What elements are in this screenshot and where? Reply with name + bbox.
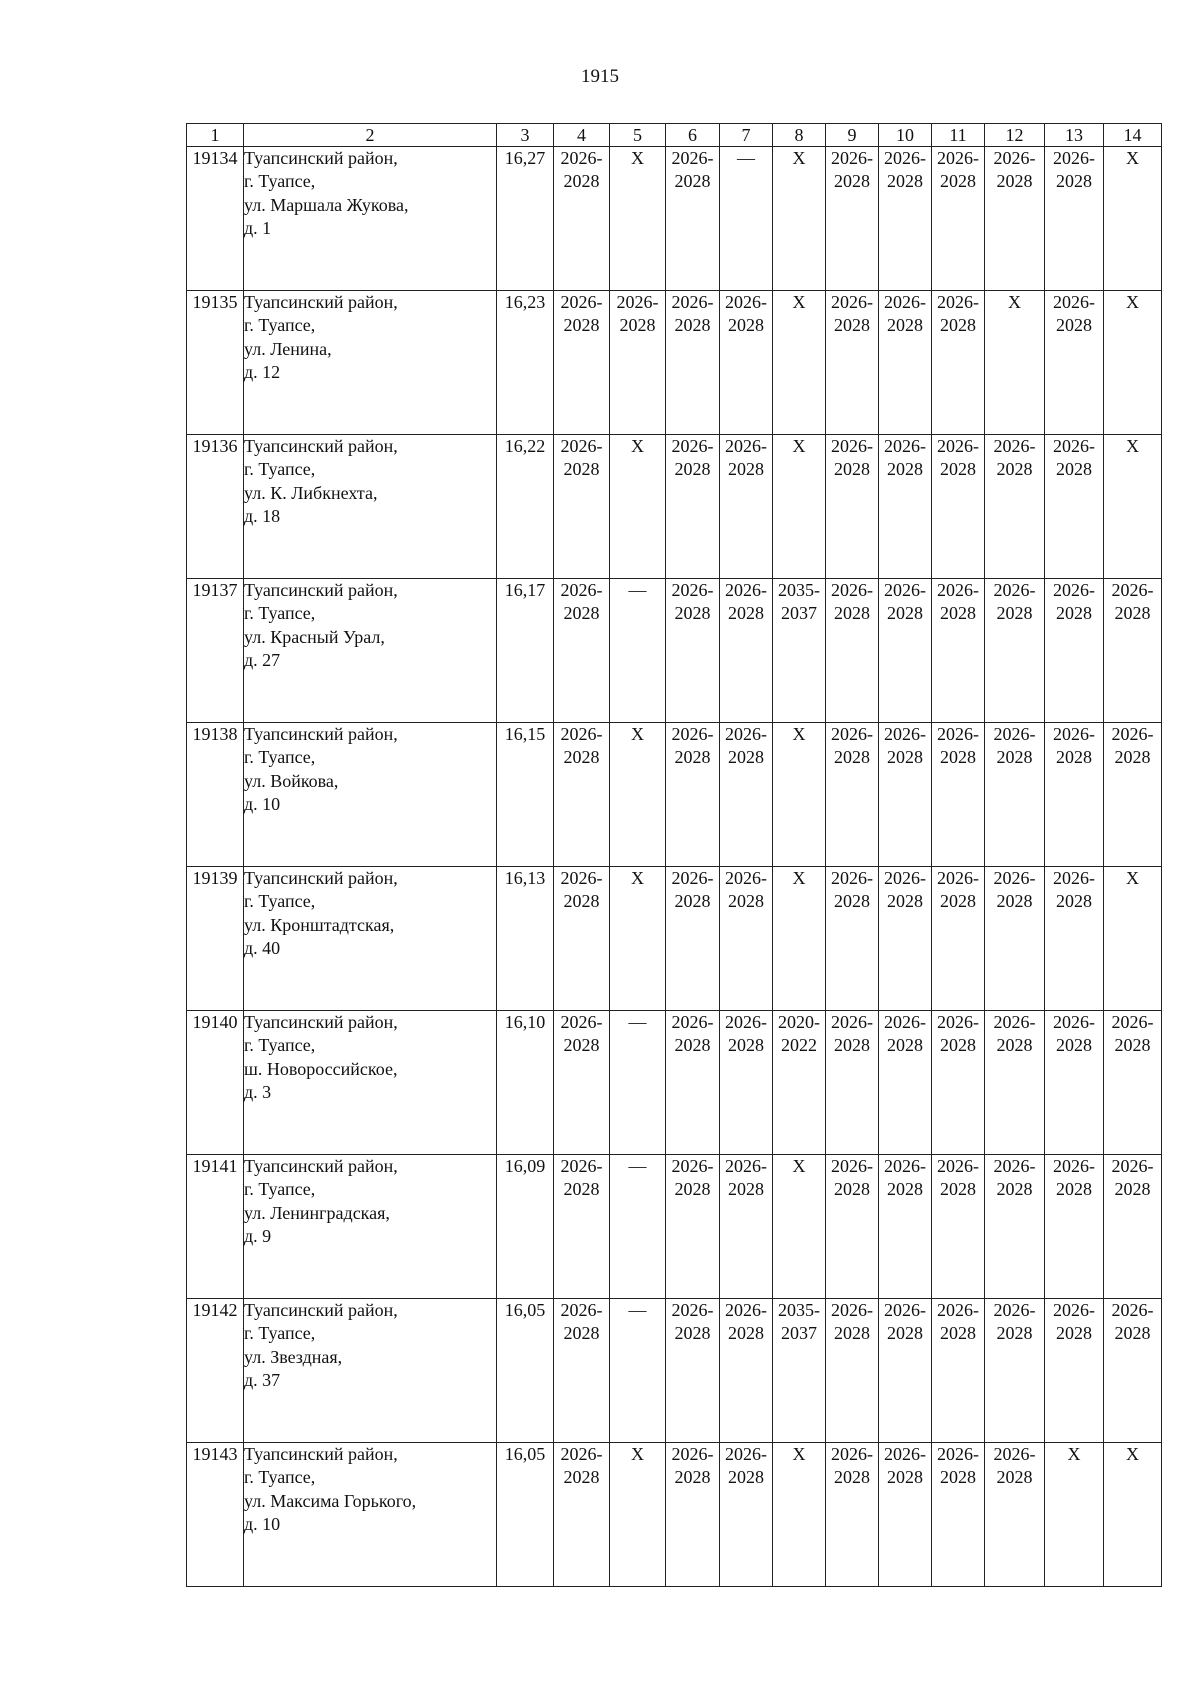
- period-cell-col-9: 2026- 2028: [826, 1011, 879, 1155]
- period-cell-col-6: 2026- 2028: [666, 579, 720, 723]
- period-cell-col-13: 2026- 2028: [1045, 867, 1104, 1011]
- column-header-4: 4: [554, 124, 610, 147]
- period-cell-col-8: Х: [773, 1443, 826, 1587]
- period-cell-col-8: Х: [773, 723, 826, 867]
- address-line: ул. К. Либкнехта,: [244, 482, 378, 503]
- period-cell-col-13: 2026- 2028: [1045, 723, 1104, 867]
- period-cell-col-9: 2026- 2028: [826, 579, 879, 723]
- period-cell-col-7: 2026- 2028: [720, 291, 773, 435]
- period-cell-col-9: 2026- 2028: [826, 867, 879, 1011]
- address-line: Туапсинский район,: [244, 292, 398, 312]
- period-cell-col-8: 2020- 2022: [773, 1011, 826, 1155]
- table-row: [187, 435, 1162, 579]
- area-cell: 16,15: [497, 723, 554, 867]
- period-cell-col-11: 2026- 2028: [932, 723, 985, 867]
- row-number: 19140: [187, 1011, 244, 1155]
- column-header-8: 8: [773, 124, 826, 147]
- period-cell-col-12: 2026- 2028: [985, 867, 1045, 1011]
- period-cell-col-12: 2026- 2028: [985, 435, 1045, 579]
- period-cell-col-11: 2026- 2028: [932, 435, 985, 579]
- column-header-12: 12: [985, 124, 1045, 147]
- period-cell-col-7: 2026- 2028: [720, 1443, 773, 1587]
- period-cell-col-6: 2026- 2028: [666, 1443, 720, 1587]
- address-cell: [244, 723, 497, 867]
- area-cell: 16,05: [497, 1443, 554, 1587]
- address-line: д. 40: [244, 938, 281, 959]
- address-line: Туапсинский район,: [244, 148, 398, 168]
- address-line: д. 27: [244, 650, 281, 671]
- address-cell: [244, 147, 497, 291]
- address-line: д. 18: [244, 506, 281, 527]
- period-cell-col-10: 2026- 2028: [879, 435, 932, 579]
- period-cell-col-14: Х: [1104, 147, 1162, 291]
- address-line: Туапсинский район,: [244, 1444, 398, 1464]
- period-cell-col-7: 2026- 2028: [720, 1011, 773, 1155]
- area-cell: 16,10: [497, 1011, 554, 1155]
- address-line: Туапсинский район,: [244, 1300, 398, 1320]
- period-cell-col-7: 2026- 2028: [720, 435, 773, 579]
- period-cell-col-5: 2026- 2028: [610, 291, 666, 435]
- period-cell-col-11: 2026- 2028: [932, 867, 985, 1011]
- table-row: [187, 867, 1162, 1011]
- period-cell-col-4: 2026- 2028: [554, 147, 610, 291]
- column-header-9: 9: [826, 124, 879, 147]
- address-line: д. 12: [244, 362, 281, 383]
- period-cell-col-6: 2026- 2028: [666, 291, 720, 435]
- area-cell: 16,09: [497, 1155, 554, 1299]
- period-cell-col-11: 2026- 2028: [932, 1011, 985, 1155]
- period-cell-col-9: 2026- 2028: [826, 1443, 879, 1587]
- area-cell: 16,27: [497, 147, 554, 291]
- table-row: [187, 1155, 1162, 1299]
- table-row: [187, 147, 1162, 291]
- period-cell-col-5: Х: [610, 867, 666, 1011]
- period-cell-col-12: 2026- 2028: [985, 1155, 1045, 1299]
- row-number: 19139: [187, 867, 244, 1011]
- address-line: г. Туапсе,: [244, 603, 316, 624]
- table-row: [187, 723, 1162, 867]
- period-cell-col-4: 2026- 2028: [554, 1155, 610, 1299]
- period-cell-col-12: 2026- 2028: [985, 579, 1045, 723]
- address-cell: [244, 1443, 497, 1587]
- row-number: 19138: [187, 723, 244, 867]
- area-cell: 16,22: [497, 435, 554, 579]
- period-cell-col-10: 2026- 2028: [879, 1299, 932, 1443]
- period-cell-col-13: 2026- 2028: [1045, 291, 1104, 435]
- period-cell-col-5: —: [610, 579, 666, 723]
- address-line: Туапсинский район,: [244, 868, 398, 888]
- address-line: г. Туапсе,: [244, 891, 316, 912]
- period-cell-col-13: 2026- 2028: [1045, 579, 1104, 723]
- period-cell-col-14: 2026- 2028: [1104, 723, 1162, 867]
- area-cell: 16,05: [497, 1299, 554, 1443]
- address-line: ул. Кронштадтская,: [244, 914, 395, 935]
- table-row: [187, 291, 1162, 435]
- period-cell-col-14: 2026- 2028: [1104, 1011, 1162, 1155]
- period-cell-col-14: 2026- 2028: [1104, 1299, 1162, 1443]
- period-cell-col-7: —: [720, 147, 773, 291]
- row-number: 19143: [187, 1443, 244, 1587]
- period-cell-col-4: 2026- 2028: [554, 435, 610, 579]
- period-cell-col-6: 2026- 2028: [666, 147, 720, 291]
- period-cell-col-6: 2026- 2028: [666, 1299, 720, 1443]
- period-cell-col-7: 2026- 2028: [720, 867, 773, 1011]
- address-line: г. Туапсе,: [244, 1323, 316, 1344]
- period-cell-col-11: 2026- 2028: [932, 1299, 985, 1443]
- period-cell-col-6: 2026- 2028: [666, 1011, 720, 1155]
- column-header-14: 14: [1104, 124, 1162, 147]
- period-cell-col-4: 2026- 2028: [554, 723, 610, 867]
- row-number: 19137: [187, 579, 244, 723]
- address-line: д. 10: [244, 1514, 281, 1535]
- address-line: ул. Войкова,: [244, 770, 339, 791]
- period-cell-col-5: Х: [610, 1443, 666, 1587]
- address-line: Туапсинский район,: [244, 724, 398, 744]
- period-cell-col-8: Х: [773, 867, 826, 1011]
- address-line: Туапсинский район,: [244, 436, 398, 456]
- row-number: 19135: [187, 291, 244, 435]
- period-cell-col-12: Х: [985, 291, 1045, 435]
- address-line: ул. Звездная,: [244, 1346, 343, 1367]
- period-cell-col-14: Х: [1104, 291, 1162, 435]
- address-cell: [244, 435, 497, 579]
- address-line: Туапсинский район,: [244, 1156, 398, 1176]
- table-row: [187, 1011, 1162, 1155]
- period-cell-col-14: 2026- 2028: [1104, 579, 1162, 723]
- table-body: [187, 147, 1162, 1587]
- period-cell-col-6: 2026- 2028: [666, 723, 720, 867]
- period-cell-col-13: 2026- 2028: [1045, 435, 1104, 579]
- area-cell: 16,13: [497, 867, 554, 1011]
- table-row: [187, 1299, 1162, 1443]
- period-cell-col-8: 2035- 2037: [773, 579, 826, 723]
- address-cell: [244, 579, 497, 723]
- address-cell: [244, 1299, 497, 1443]
- address-cell: [244, 1011, 497, 1155]
- address-line: г. Туапсе,: [244, 459, 316, 480]
- period-cell-col-12: 2026- 2028: [985, 147, 1045, 291]
- period-cell-col-5: —: [610, 1155, 666, 1299]
- period-cell-col-9: 2026- 2028: [826, 1155, 879, 1299]
- period-cell-col-9: 2026- 2028: [826, 435, 879, 579]
- address-line: ул. Ленина,: [244, 338, 332, 359]
- period-cell-col-9: 2026- 2028: [826, 723, 879, 867]
- housing-table: [186, 123, 1162, 1587]
- period-cell-col-14: Х: [1104, 867, 1162, 1011]
- period-cell-col-4: 2026- 2028: [554, 1011, 610, 1155]
- column-header-6: 6: [666, 124, 720, 147]
- address-line: г. Туапсе,: [244, 1179, 316, 1200]
- address-line: г. Туапсе,: [244, 1467, 316, 1488]
- period-cell-col-5: Х: [610, 147, 666, 291]
- address-cell: [244, 1155, 497, 1299]
- period-cell-col-10: 2026- 2028: [879, 867, 932, 1011]
- address-line: ул. Максима Горького,: [244, 1490, 417, 1511]
- period-cell-col-12: 2026- 2028: [985, 1299, 1045, 1443]
- column-header-2: 2: [244, 124, 497, 147]
- period-cell-col-10: 2026- 2028: [879, 723, 932, 867]
- row-number: 19141: [187, 1155, 244, 1299]
- address-line: Туапсинский район,: [244, 580, 398, 600]
- period-cell-col-14: Х: [1104, 1443, 1162, 1587]
- period-cell-col-11: 2026- 2028: [932, 291, 985, 435]
- period-cell-col-8: 2035- 2037: [773, 1299, 826, 1443]
- period-cell-col-10: 2026- 2028: [879, 1443, 932, 1587]
- period-cell-col-10: 2026- 2028: [879, 1011, 932, 1155]
- period-cell-col-8: Х: [773, 435, 826, 579]
- period-cell-col-8: Х: [773, 147, 826, 291]
- header-row: [187, 124, 1162, 147]
- period-cell-col-6: 2026- 2028: [666, 1155, 720, 1299]
- column-header-11: 11: [932, 124, 985, 147]
- period-cell-col-10: 2026- 2028: [879, 1155, 932, 1299]
- row-number: 19136: [187, 435, 244, 579]
- row-number: 19142: [187, 1299, 244, 1443]
- address-line: д. 9: [244, 1226, 272, 1247]
- period-cell-col-11: 2026- 2028: [932, 1443, 985, 1587]
- column-header-10: 10: [879, 124, 932, 147]
- table-row: [187, 1443, 1162, 1587]
- address-line: г. Туапсе,: [244, 315, 316, 336]
- period-cell-col-7: 2026- 2028: [720, 1299, 773, 1443]
- area-cell: 16,17: [497, 579, 554, 723]
- period-cell-col-13: 2026- 2028: [1045, 147, 1104, 291]
- period-cell-col-10: 2026- 2028: [879, 147, 932, 291]
- period-cell-col-12: 2026- 2028: [985, 1011, 1045, 1155]
- period-cell-col-6: 2026- 2028: [666, 867, 720, 1011]
- address-line: г. Туапсе,: [244, 171, 316, 192]
- period-cell-col-11: 2026- 2028: [932, 147, 985, 291]
- period-cell-col-11: 2026- 2028: [932, 1155, 985, 1299]
- column-header-7: 7: [720, 124, 773, 147]
- period-cell-col-4: 2026- 2028: [554, 1443, 610, 1587]
- page-number: 1915: [581, 66, 619, 87]
- period-cell-col-5: —: [610, 1011, 666, 1155]
- period-cell-col-13: Х: [1045, 1443, 1104, 1587]
- period-cell-col-12: 2026- 2028: [985, 723, 1045, 867]
- period-cell-col-11: 2026- 2028: [932, 579, 985, 723]
- period-cell-col-4: 2026- 2028: [554, 579, 610, 723]
- address-line: ш. Новороссийское,: [244, 1058, 398, 1079]
- address-line: г. Туапсе,: [244, 1035, 316, 1056]
- period-cell-col-13: 2026- 2028: [1045, 1299, 1104, 1443]
- period-cell-col-9: 2026- 2028: [826, 1299, 879, 1443]
- period-cell-col-6: 2026- 2028: [666, 435, 720, 579]
- period-cell-col-7: 2026- 2028: [720, 1155, 773, 1299]
- period-cell-col-14: 2026- 2028: [1104, 1155, 1162, 1299]
- column-header-1: 1: [187, 124, 244, 147]
- column-header-13: 13: [1045, 124, 1104, 147]
- address-line: д. 1: [244, 218, 272, 239]
- period-cell-col-4: 2026- 2028: [554, 867, 610, 1011]
- address-cell: [244, 291, 497, 435]
- table-row: [187, 579, 1162, 723]
- period-cell-col-5: Х: [610, 723, 666, 867]
- period-cell-col-7: 2026- 2028: [720, 579, 773, 723]
- address-cell: [244, 867, 497, 1011]
- address-line: д. 10: [244, 794, 281, 815]
- period-cell-col-10: 2026- 2028: [879, 291, 932, 435]
- period-cell-col-10: 2026- 2028: [879, 579, 932, 723]
- period-cell-col-8: Х: [773, 291, 826, 435]
- period-cell-col-5: Х: [610, 435, 666, 579]
- address-line: ул. Красный Урал,: [244, 626, 385, 647]
- address-line: ул. Маршала Жукова,: [244, 194, 409, 215]
- period-cell-col-7: 2026- 2028: [720, 723, 773, 867]
- period-cell-col-13: 2026- 2028: [1045, 1011, 1104, 1155]
- period-cell-col-14: Х: [1104, 435, 1162, 579]
- address-line: г. Туапсе,: [244, 747, 316, 768]
- period-cell-col-13: 2026- 2028: [1045, 1155, 1104, 1299]
- address-line: ул. Ленинградская,: [244, 1202, 390, 1223]
- period-cell-col-5: —: [610, 1299, 666, 1443]
- area-cell: 16,23: [497, 291, 554, 435]
- period-cell-col-9: 2026- 2028: [826, 291, 879, 435]
- address-line: д. 37: [244, 1370, 281, 1391]
- period-cell-col-4: 2026- 2028: [554, 1299, 610, 1443]
- column-header-5: 5: [610, 124, 666, 147]
- row-number: 19134: [187, 147, 244, 291]
- address-line: Туапсинский район,: [244, 1012, 398, 1032]
- period-cell-col-12: 2026- 2028: [985, 1443, 1045, 1587]
- address-line: д. 3: [244, 1082, 272, 1103]
- period-cell-col-8: Х: [773, 1155, 826, 1299]
- period-cell-col-9: 2026- 2028: [826, 147, 879, 291]
- period-cell-col-4: 2026- 2028: [554, 291, 610, 435]
- column-header-3: 3: [497, 124, 554, 147]
